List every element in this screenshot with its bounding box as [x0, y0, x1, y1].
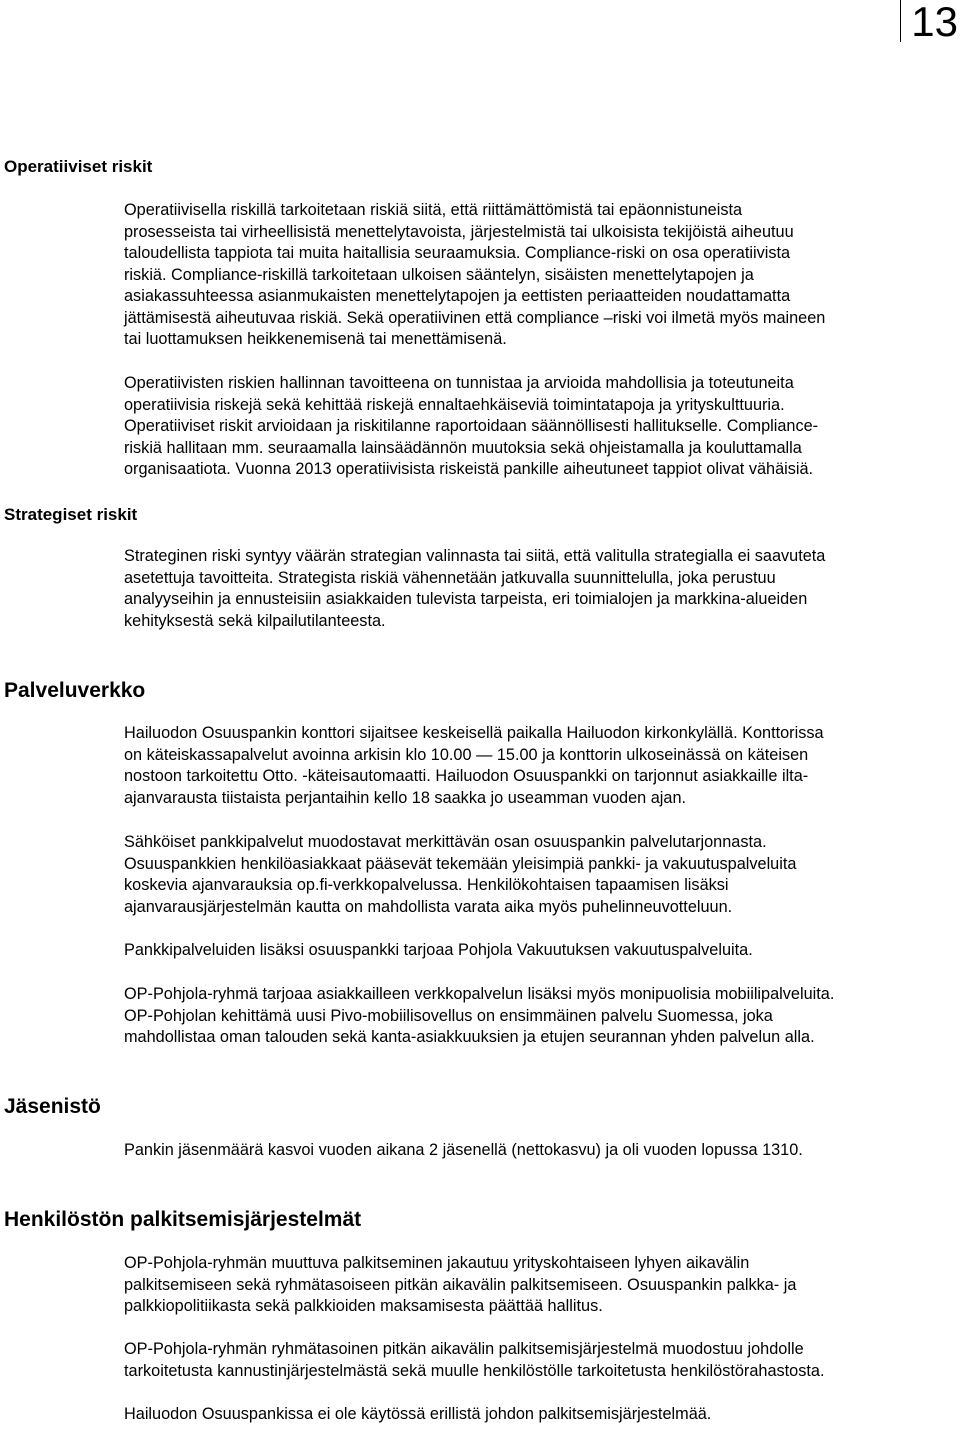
text-line: Hailuodon Osuuspankissa ei ole käytössä erillistä johdon palkitsemisjärjestelmää. — [124, 1405, 712, 1423]
membership-heading: Jäsenistö — [4, 1095, 101, 1118]
text-line: palkkiopolitiikasta sekä palkkioiden maksamisesta päättää hallitus. — [124, 1297, 603, 1315]
text-line: tarkoitetusta kannustinjärjestelmästä sekä muulle henkilöstölle tarkoitetusta henkilöstörahastosta. — [124, 1361, 825, 1380]
text-line: OP-Pohjola-ryhmä tarjoaa asiakkailleen verkkopalvelun lisäksi myös monipuolisia mobiilipalveluita. — [124, 985, 835, 1003]
service-network-paragraph-3 — [124, 940, 942, 962]
text-line: Operatiivisten riskien hallinnan tavoitteena on tunnistaa ja arvioida mahdollisia ja toteutuneita — [124, 374, 794, 392]
text-line: analyyseihin ja ennusteisiin asiakkaiden tulevista tarpeista, eri toimialojen ja markkina-alueiden — [124, 590, 808, 608]
text-line: Operatiiviset riskit arvioidaan ja riskitilanne raportoidaan säännöllisesti hallitukselle. Compliance- — [124, 417, 819, 435]
service-network-paragraph-2 — [124, 832, 942, 918]
page-number-divider — [900, 0, 901, 42]
text-line: ajanvarausjärjestelmän kautta on mahdollista varata aika myös puhelinneuvotteluun. — [124, 897, 733, 916]
text-line: OP-Pohjolan kehittämä uusi Pivo-mobiilisovellus on ensimmäinen palvelu Suomessa, joka — [124, 1006, 773, 1025]
service-network-heading: Palveluverkko — [4, 679, 146, 702]
text-line: Pankkipalveluiden lisäksi osuuspankki tarjoaa Pohjola Vakuutuksen vakuutuspalveluita. — [124, 941, 753, 959]
text-line: kehityksestä sekä kilpailutilanteesta. — [124, 611, 386, 630]
text-line: tai luottamuksen heikkenemisenä tai menettämisenä. — [124, 330, 507, 348]
text-line: riskiä. Compliance-riskillä tarkoitetaan ulkoisen sääntelyn, sisäisten menettelytapojen ja — [124, 265, 754, 284]
remuneration-heading: Henkilöstön palkitsemisjärjestelmät — [4, 1208, 362, 1231]
text-line: jättämisestä aiheutuvaa riskiä. Sekä operatiivinen että compliance –riski voi ilmetä myös maineen — [124, 308, 826, 327]
operational-risks-paragraph-1 — [124, 200, 942, 351]
text-line: mahdollistaa oman talouden sekä kanta-asiakkuuksien ja etujen seurannan yhden palvelun alla. — [124, 1028, 815, 1046]
remuneration-paragraph-3 — [124, 1404, 942, 1426]
text-line: taloudellista tappiota tai muita haitallisia seuraamuksia. Compliance-riski on osa operatiivista — [124, 244, 791, 262]
operational-risks-paragraph-2 — [124, 373, 942, 481]
strategic-risks-paragraph — [124, 546, 942, 632]
page-number: 13 — [911, 0, 958, 45]
text-line: Hailuodon Osuuspankin konttori sijaitsee keskeisellä paikalla Hailuodon kirkonkylällä. Konttorissa — [124, 724, 824, 742]
text-line: Operatiivisella riskillä tarkoitetaan riskiä siitä, että riittämättömistä tai epäonnistuneista — [124, 201, 743, 219]
strategic-risks-heading: Strategiset riskit — [4, 505, 138, 524]
text-line: OP-Pohjola-ryhmän muuttuva palkitseminen jakautuu yrityskohtaiseen lyhyen aikavälin — [124, 1254, 750, 1272]
text-line: on käteiskassapalvelut avoinna arkisin klo 10.00 — 15.00 ja konttorin ulkoseinässä on käteisen — [124, 745, 809, 764]
text-line: Pankin jäsenmäärä kasvoi vuoden aikana 2 jäsenellä (nettokasvu) ja oli vuoden lopussa 1310. — [124, 1141, 803, 1159]
operational-risks-heading: Operatiiviset riskit — [4, 157, 153, 176]
text-line: prosesseista tai virheellisistä menettelytavoista, järjestelmistä tai ulkoisista tekijöistä aiheutuu — [124, 222, 794, 241]
text-line: Osuuspankkien henkilöasiakkaat pääsevät tekemään yleisimpiä pankki- ja vakuutuspalveluita — [124, 854, 797, 873]
membership-paragraph — [124, 1140, 942, 1162]
text-line: OP-Pohjola-ryhmän ryhmätasoinen pitkän aikavälin palkitsemisjärjestelmä muodostuu johdolle — [124, 1340, 804, 1358]
text-line: palkitsemiseen sekä ryhmätasoiseen pitkän aikavälin palkitsemiseen. Osuuspankin palkka- ja — [124, 1275, 797, 1294]
remuneration-paragraph-2 — [124, 1339, 942, 1382]
remuneration-paragraph-1 — [124, 1253, 942, 1318]
text-line: Strateginen riski syntyy väärän strategian valinnasta tai siitä, että valitulla strategialla ei saavuteta — [124, 547, 826, 565]
text-line: asetettuja tavoitteita. Strategista riskiä vähennetään jatkuvalla suunnittelulla, joka perustuu — [124, 568, 776, 587]
text-line: Sähköiset pankkipalvelut muodostavat merkittävän osan osuuspankin palvelutarjonnasta. — [124, 833, 767, 851]
text-line: nostoon tarkoitettu Otto. -käteisautomaatti. Hailuodon Osuuspankki on tarjonnut asiakkaille ilta- — [124, 767, 809, 785]
text-line: ajanvarausta tiistaista perjantaihin kello 18 saakka jo useamman vuoden ajan. — [124, 788, 687, 807]
text-line: riskiä hallitaan mm. seuraamalla lainsäädännön muutoksia sekä ohjeistamalla ja kouluttamalla — [124, 438, 802, 457]
text-line: operatiivisia riskejä sekä kehittää riskejä ennaltaehkäiseviä toimintatapoja ja yrityskulttuuria. — [124, 395, 785, 414]
text-line: asiakassuhteessa asianmukaisten menettelytapojen ja eettisten periaatteiden noudattamatta — [124, 287, 791, 305]
service-network-paragraph-1 — [124, 723, 942, 809]
text-line: koskevia ajanvarauksia op.fi-verkkopalvelussa. Henkilökohtaisen tapaamisen lisäksi — [124, 876, 729, 894]
text-line: organisaatiota. Vuonna 2013 operatiivisista riskeistä pankille aiheutuneet tappiot olivat vähäisiä. — [124, 460, 814, 478]
service-network-paragraph-4 — [124, 984, 942, 1049]
